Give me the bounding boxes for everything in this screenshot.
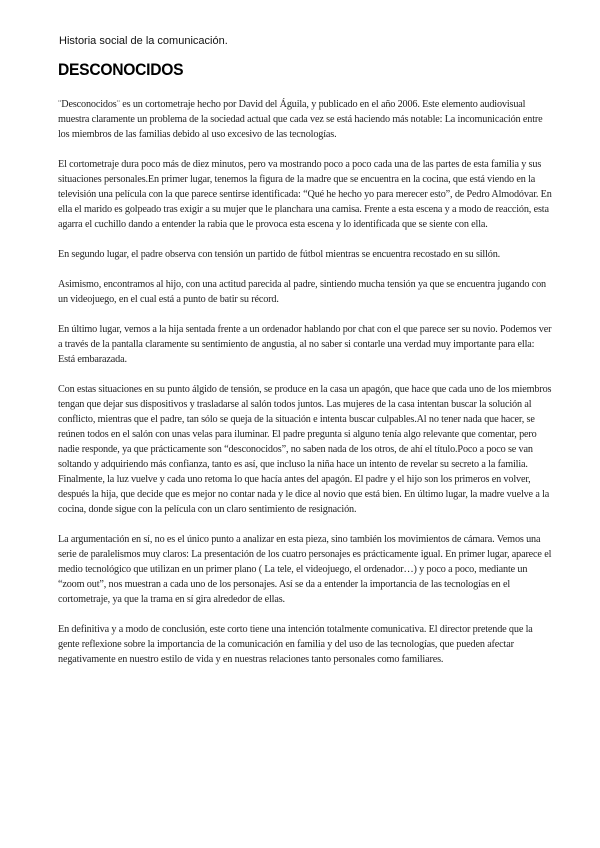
- paragraph-conclusion: En definitiva y a modo de conclusión, este corto tiene una intención totalmente comunicativa. El director pretende que la gente reflexione sobre la importancia de la comunicación en familia y del uso de las tecnologías, que pueden afectar negativamente en nuestro estilo de vida y en nuestras relaciones tanto personales como familiares.: [58, 624, 533, 665]
- paragraph-father: En segundo lugar, el padre observa con tensión un partido de fútbol mientras se encuentra recostado en su sillón.: [58, 249, 501, 260]
- document-body: [58, 97, 552, 682]
- paragraph-son: Asimismo, encontramos al hijo, con una actitud parecida al padre, sintiendo mucha tensión ya que se encuentra jugando con un videojuego, en el cual está a punto de batir su récord.: [58, 279, 546, 305]
- paragraph-intro: ¨Desconocidos¨ es un cortometraje hecho por David del Águila, y publicado en el año 2006. Este elemento audiovisual muestra claramente un problema de la sociedad actual que cada vez se está haciendo más notable: La incomunicación entre los miembros de las familias debido al uso excesivo de las tecnologías.: [58, 99, 543, 140]
- paragraph-mother: El cortometraje dura poco más de diez minutos, pero va mostrando poco a poco cada una de las partes de esta familia y sus situaciones personales.En primer lugar, tenemos la figura de la madre que se encuentra en la cocina, que está viendo en la televisión una película con la que parece sentirse identificada: “Qué he hecho yo para merecer esto”, de Pedro Almodóvar. En ella el marido es golpeado tras exigir a su mujer que le planchara una camisa. Frente a esta escena y a modo de reacción, esta agarra el cuchillo dando a entender la rabia que le provoca esta escena y lo identificada que se siente con ella.: [58, 159, 552, 230]
- document-header: Historia social de la comunicación.: [59, 35, 228, 47]
- paragraph-daughter: En último lugar, vemos a la hija sentada frente a un ordenador hablando por chat con el que parece ser su novio. Podemos ver a través de la pantalla claramente su sentimiento de angustia, al no saber si contarle una verdad muy importante para ella: Está embarazada.: [58, 324, 552, 365]
- paragraph-blackout: Con estas situaciones en su punto álgido de tensión, se produce en la casa un apagón, que hace que cada uno de los miembros tengan que dejar sus dispositivos y trasladarse al salón todos juntos. Las mujeres de la casa intentan buscar la solución al conflicto, mientras que el padre, tan sólo se queja de la situación e intenta buscar culpables.Al no tener nada que hacer, se reúnen todos en el salón con unas velas para iluminar. El padre pregunta si alguno tenía algo relevante que comentar, pero nadie responde, ya que prácticamente son “desconocidos”, no saben nada de los otros, de ahí el título.Poco a poco se van soltando y adquiriendo más confianza, tanto es así, que incluso la niña hace un intento de revelar su secreto a la familia. Finalmente, la luz vuelve y cada uno retoma lo que hacía antes del apagón. El padre y el hijo son los primeros en volver, después la hija, que decide que es mejor no contar nada y le dice al novio que está bien. En último lugar, la madre vuelve a la cocina, donde sigue con la película con un claro sentimiento de resignación.: [58, 384, 552, 515]
- paragraph-camera: La argumentación en sí, no es el único punto a analizar en esta pieza, sino también los movimientos de cámara. Vemos una serie de paralelismos muy claros: La presentación de los cuatro personajes es prácticamente igual. En primer lugar, aparece el medio tecnológico que utilizan en un primer plano ( La tele, el videojuego, el ordenador…) y poco a poco, mediante un “zoom out”, nos muestran a cada uno de los personajes. Así se da a entender la importancia de las tecnologías en el cortometraje, ya que la trama en sí gira alrededor de ellas.: [58, 534, 552, 605]
- document-title: DESCONOCIDOS: [58, 60, 184, 79]
